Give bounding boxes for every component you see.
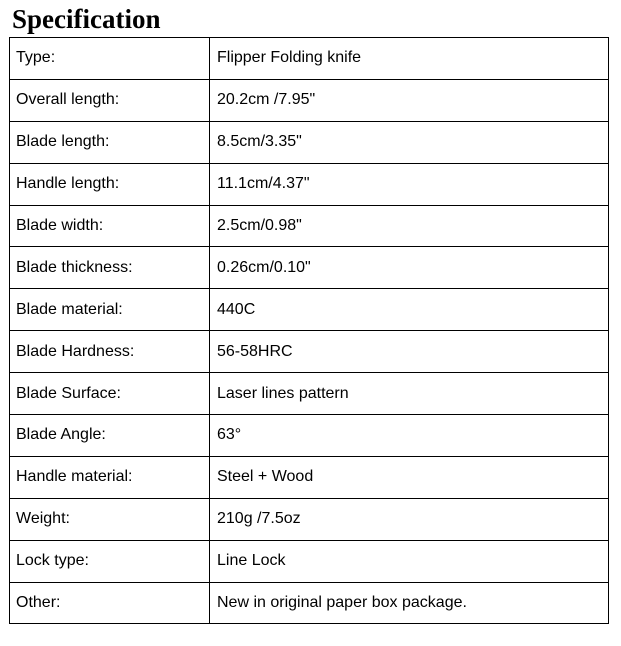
spec-value-handle-length: 11.1cm/4.37" <box>210 163 609 205</box>
table-row <box>10 79 609 121</box>
spec-value-blade-angle: 63° <box>210 415 609 457</box>
table-row <box>10 331 609 373</box>
table-row <box>10 415 609 457</box>
table-row <box>10 289 609 331</box>
spec-label-blade-thickness: Blade thickness: <box>10 247 210 289</box>
table-row <box>10 456 609 498</box>
table-row <box>10 498 609 540</box>
table-row <box>10 205 609 247</box>
spec-label-handle-material: Handle material: <box>10 456 210 498</box>
spec-label-handle-length: Handle length: <box>10 163 210 205</box>
spec-label-type: Type: <box>10 38 210 80</box>
spec-value-blade-width: 2.5cm/0.98" <box>210 205 609 247</box>
spec-value-handle-material: Steel + Wood <box>210 456 609 498</box>
page-title: Specification <box>12 4 161 34</box>
spec-label-overall-length: Overall length: <box>10 79 210 121</box>
spec-value-blade-length: 8.5cm/3.35" <box>210 121 609 163</box>
spec-value-blade-material: 440C <box>210 289 609 331</box>
spec-label-weight: Weight: <box>10 498 210 540</box>
table-row <box>10 163 609 205</box>
table-row <box>10 582 609 624</box>
table-row <box>10 121 609 163</box>
spec-value-blade-thickness: 0.26cm/0.10" <box>210 247 609 289</box>
spec-value-blade-hardness: 56-58HRC <box>210 331 609 373</box>
specification-table <box>9 37 609 624</box>
spec-value-other: New in original paper box package. <box>210 582 609 624</box>
spec-label-blade-hardness: Blade Hardness: <box>10 331 210 373</box>
spec-label-blade-material: Blade material: <box>10 289 210 331</box>
spec-label-other: Other: <box>10 582 210 624</box>
table-row <box>10 247 609 289</box>
spec-label-blade-width: Blade width: <box>10 205 210 247</box>
spec-label-blade-angle: Blade Angle: <box>10 415 210 457</box>
spec-value-type: Flipper Folding knife <box>210 38 609 80</box>
spec-value-blade-surface: Laser lines pattern <box>210 373 609 415</box>
spec-label-lock-type: Lock type: <box>10 540 210 582</box>
spec-value-lock-type: Line Lock <box>210 540 609 582</box>
spec-value-weight: 210g /7.5oz <box>210 498 609 540</box>
table-row <box>10 38 609 80</box>
spec-value-overall-length: 20.2cm /7.95" <box>210 79 609 121</box>
table-row <box>10 373 609 415</box>
spec-label-blade-surface: Blade Surface: <box>10 373 210 415</box>
table-row <box>10 540 609 582</box>
spec-label-blade-length: Blade length: <box>10 121 210 163</box>
